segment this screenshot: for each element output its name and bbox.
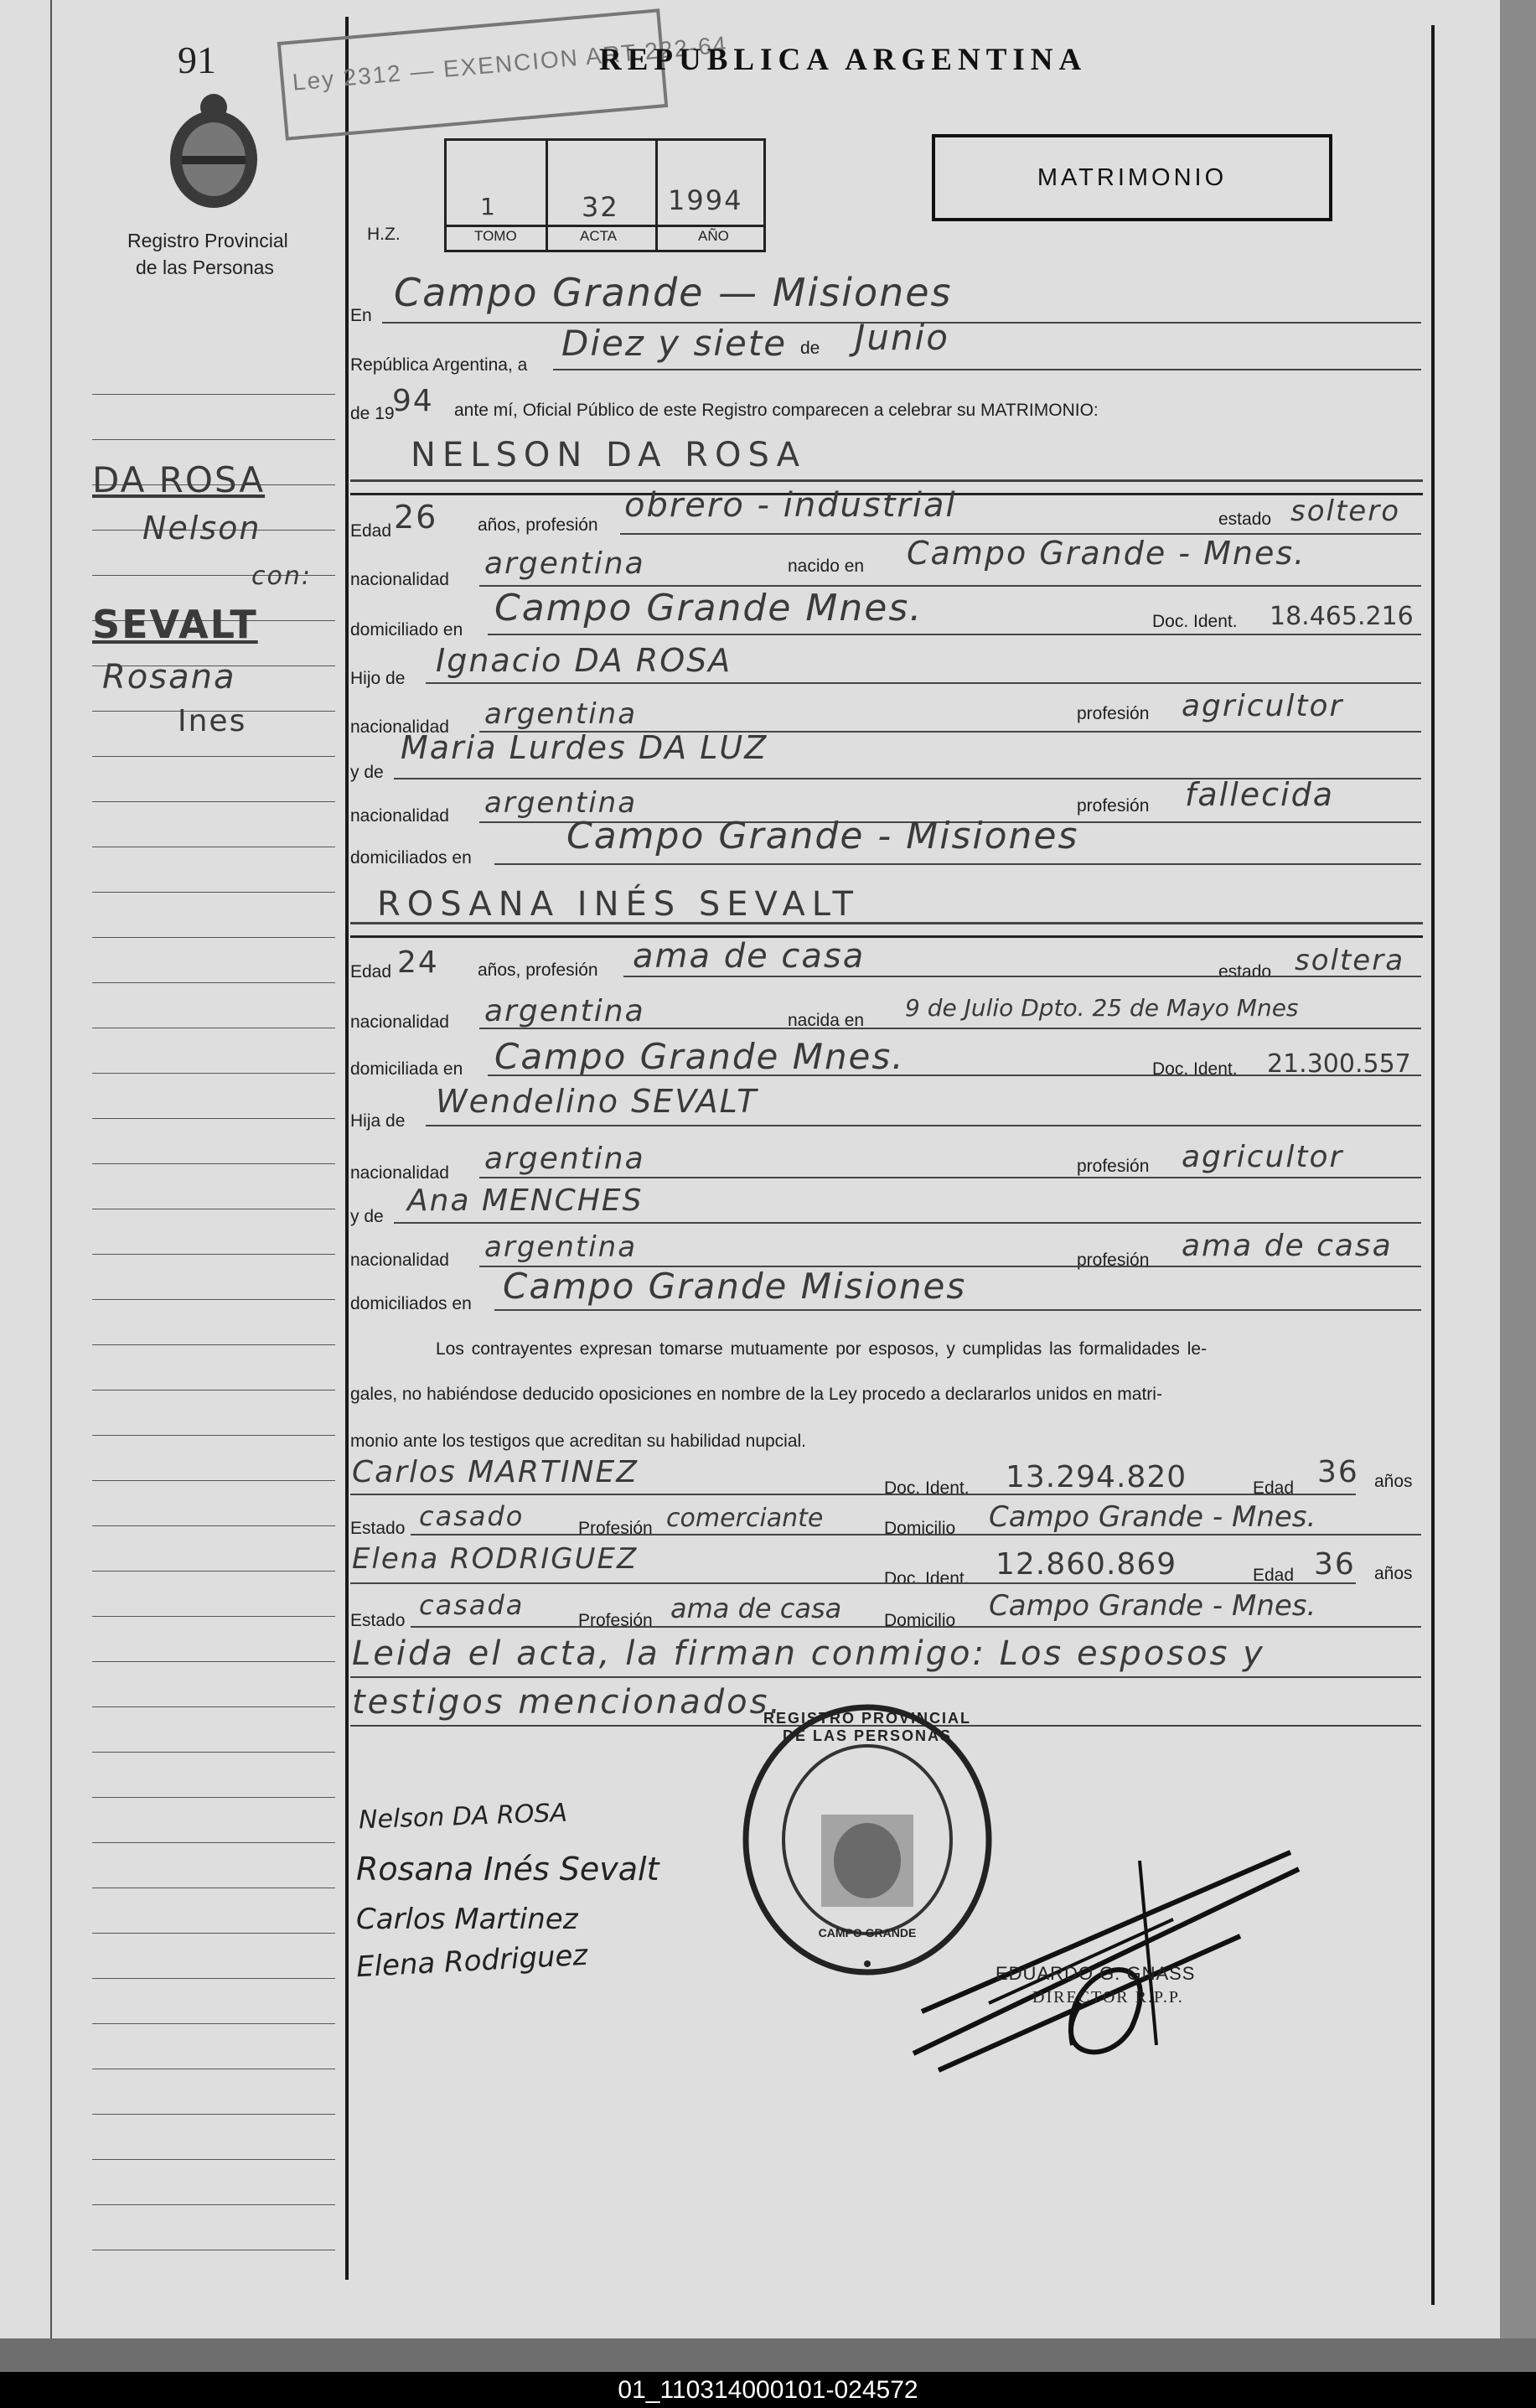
- bride-estado-label: estado: [1218, 962, 1272, 981]
- bride-hija-label: Hija de: [350, 1111, 406, 1131]
- tomo-label: TOMO: [474, 228, 517, 244]
- margin-bride-name1: Rosana: [102, 658, 236, 697]
- margin-ruled-line: [92, 801, 335, 802]
- groom-padre-prof-label: profesión: [1077, 704, 1150, 723]
- officer-name: EDUARDO G. GNASS: [996, 1963, 1196, 1984]
- groom-madre-prof: fallecida: [1185, 776, 1335, 813]
- witness1-edad-label: Edad: [1253, 1478, 1295, 1498]
- margin-ruled-line: [92, 1978, 335, 1979]
- groom-nacido: Campo Grande - Mnes.: [907, 535, 1306, 572]
- bride-full-name: ROSANA INÉS SEVALT: [377, 885, 860, 924]
- witness1-estado-label: Estado: [350, 1519, 406, 1538]
- margin-ruled-line: [92, 1842, 335, 1843]
- margin-ruled-line: [92, 1118, 335, 1119]
- margin-ruled-line: [92, 2023, 335, 2024]
- groom-dom-padres-label: domiciliados en: [350, 848, 472, 867]
- page-number: 91: [178, 39, 216, 81]
- margin-ruled-line: [92, 756, 335, 757]
- bride-edad: 24: [397, 945, 439, 980]
- left-margin-rule: [50, 0, 52, 2338]
- bride-edad-label: Edad: [350, 962, 392, 981]
- bride-madre-prof: ama de casa: [1182, 1229, 1393, 1263]
- marriage-day: Diez y siete: [561, 323, 788, 364]
- margin-ruled-line: [92, 1616, 335, 1617]
- center-column-rule: [345, 17, 349, 2280]
- bride-padre-prof-label: profesión: [1077, 1157, 1150, 1176]
- marriage-place: Campo Grande — Misiones: [394, 270, 953, 315]
- margin-bride-name2: Ines: [178, 704, 247, 738]
- witness1-dom-label: Domicilio: [884, 1519, 956, 1538]
- groom-dom-padres: Campo Grande - Misiones: [566, 815, 1079, 857]
- margin-ruled-line: [92, 1752, 335, 1753]
- tomo-value: 1: [480, 193, 497, 220]
- country-title: REPUBLICA ARGENTINA: [599, 43, 1088, 77]
- margin-ruled-line: [92, 1073, 335, 1074]
- bride-domicilio: Campo Grande Mnes.: [494, 1036, 905, 1077]
- acta-label: ACTA: [580, 228, 618, 244]
- witness1-doc-label: Doc. Ident.: [884, 1478, 970, 1498]
- intro-text: ante mí, Oficial Público de este Registro comparecen a celebrar su MATRIMONIO:: [454, 401, 1099, 420]
- bride-profesion: ama de casa: [633, 937, 866, 976]
- ano-cell: [658, 141, 763, 250]
- bride-madre: Ana MENCHES: [407, 1183, 644, 1218]
- bride-madre-nac: argentina: [484, 1230, 638, 1264]
- margin-ruled-line: [92, 1344, 335, 1345]
- margin-ruled-line: [92, 1661, 335, 1662]
- groom-padre-prof: agricultor: [1182, 689, 1344, 723]
- bride-padre-nac: argentina: [484, 1142, 645, 1176]
- witness2-name: Elena RODRIGUEZ: [352, 1542, 639, 1576]
- witness2-anos: años: [1374, 1564, 1413, 1583]
- declaration-line3: monio ante los testigos que acreditan su habilidad nupcial.: [350, 1432, 807, 1451]
- groom-nacido-label: nacido en: [788, 557, 865, 576]
- closing-line1: Leida el acta, la firman conmigo: Los esposos y: [352, 1634, 1265, 1673]
- bride-dom-padres-label: domiciliados en: [350, 1294, 472, 1313]
- margin-ruled-line: [92, 1797, 335, 1798]
- groom-estado: soltero: [1290, 495, 1400, 528]
- book-spine-edge: [1500, 0, 1536, 2372]
- margin-ruled-line: [92, 1163, 335, 1164]
- groom-signature: Nelson DA ROSA: [358, 1798, 568, 1836]
- groom-nacionalidad: argentina: [484, 546, 645, 581]
- margin-groom-surname: DA ROSA: [92, 459, 266, 500]
- witness2-estado: casada: [419, 1589, 525, 1621]
- ano-value: 1994: [668, 184, 743, 216]
- margin-ruled-line: [92, 439, 335, 440]
- witness2-profesion: ama de casa: [670, 1592, 842, 1624]
- margin-ruled-line: [92, 1254, 335, 1255]
- margin-ruled-line: [92, 1525, 335, 1526]
- registry-name-line1: Registro Provincial: [127, 230, 288, 251]
- seal-text: REGISTRO PROVINCIAL DE LAS PERSONAS: [763, 1710, 971, 1744]
- registry-name-line2: de las Personas: [136, 256, 274, 278]
- groom-profesion: obrero - industrial: [624, 486, 957, 525]
- margin-groom-name: Nelson: [142, 510, 261, 546]
- groom-padre-nac: argentina: [484, 697, 638, 731]
- year-suffix: 94: [392, 384, 434, 418]
- witness1-signature: Carlos Martinez: [356, 1903, 578, 1936]
- margin-ruled-line: [92, 1933, 335, 1934]
- hz-label: H.Z.: [367, 225, 401, 244]
- margin-ruled-line: [92, 2204, 335, 2205]
- en-label: En: [350, 306, 372, 325]
- margin-bride-surname: SEVALT: [92, 602, 258, 647]
- witness2-estado-label: Estado: [350, 1611, 406, 1630]
- margin-ruled-line: [92, 982, 335, 983]
- witness2-edad-label: Edad: [1253, 1566, 1295, 1585]
- book-bottom-edge: [0, 2338, 1536, 2372]
- margin-ruled-line: [92, 1299, 335, 1300]
- witness2-doc-label: Doc. Ident.: [884, 1569, 970, 1588]
- bride-padre-nac-label: nacionalidad: [350, 1163, 449, 1183]
- groom-nacionalidad-label: nacionalidad: [350, 570, 449, 589]
- declaration-line2: gales, no habiéndose deducido oposiciones en nombre de la Ley procedo a declararlos unidos en matri-: [350, 1385, 1162, 1404]
- groom-madre-nac: argentina: [484, 786, 638, 820]
- margin-ruled-line: [92, 1706, 335, 1707]
- bride-estado: soltera: [1295, 944, 1405, 977]
- groom-madre-prof-label: profesión: [1077, 796, 1150, 816]
- witness1-edad: 36: [1317, 1455, 1359, 1489]
- exemption-stamp-text: Ley 2312 — EXENCION ART 222-64: [291, 31, 729, 96]
- witness2-domicilio: Campo Grande - Mnes.: [989, 1589, 1316, 1623]
- witness1-profesion: comerciante: [666, 1504, 824, 1533]
- closing-line2: testigos mencionados.: [352, 1683, 784, 1722]
- bride-madre-nac-label: nacionalidad: [350, 1251, 449, 1270]
- bride-nacionalidad-label: nacionalidad: [350, 1012, 449, 1032]
- margin-ruled-line: [92, 1435, 335, 1436]
- bride-anos-profesion: años, profesión: [478, 961, 598, 980]
- groom-madre: Maria Lurdes DA LUZ: [401, 729, 768, 766]
- bride-padre: Wendelino SEVALT: [436, 1083, 758, 1120]
- bride-madre-prof-label: profesión: [1077, 1251, 1150, 1270]
- groom-hijo-label: Hijo de: [350, 669, 406, 688]
- witness1-anos: años: [1374, 1472, 1413, 1491]
- groom-anos-profesion: años, profesión: [478, 515, 598, 535]
- groom-madre-nac-label: nacionalidad: [350, 806, 449, 826]
- witness2-signature: Elena Rodriguez: [355, 1938, 589, 1985]
- groom-padre-nac-label: nacionalidad: [350, 717, 449, 737]
- groom-domicilio-label: domiciliado en: [350, 620, 463, 640]
- witness2-prof-label: Profesión: [578, 1611, 653, 1630]
- margin-ruled-line: [92, 937, 335, 938]
- document-type-box: [932, 134, 1332, 221]
- witness1-prof-label: Profesión: [578, 1519, 653, 1538]
- bride-signature: Rosana Inés Sevalt: [356, 1851, 659, 1888]
- margin-ruled-line: [92, 1571, 335, 1572]
- de-label: de: [800, 339, 820, 358]
- bride-doc: 21.300.557: [1267, 1049, 1411, 1079]
- tomo-cell: [447, 141, 548, 250]
- witness1-doc: 13.294.820: [1006, 1460, 1187, 1494]
- officer-title: DIRECTOR R.P.P.: [1032, 1988, 1184, 2007]
- right-column-rule: [1431, 25, 1435, 2305]
- bride-nacida: 9 de Julio Dpto. 25 de Mayo Mnes: [905, 994, 1299, 1022]
- groom-padre: Ignacio DA ROSA: [436, 642, 732, 679]
- bride-doc-label: Doc. Ident.: [1152, 1059, 1238, 1079]
- bride-padre-prof: agricultor: [1182, 1140, 1344, 1174]
- groom-edad-label: Edad: [350, 521, 392, 541]
- bride-dom-padres: Campo Grande Misiones: [503, 1266, 967, 1307]
- groom-edad: 26: [394, 499, 438, 536]
- margin-con: con:: [251, 562, 312, 591]
- ano-label: AÑO: [698, 228, 729, 244]
- record-reference-box: [444, 138, 766, 252]
- image-id-caption: 01_110314000101-024572: [0, 2372, 1536, 2408]
- groom-domicilio: Campo Grande Mnes.: [494, 587, 923, 629]
- bride-domicilio-label: domiciliada en: [350, 1059, 463, 1079]
- margin-ruled-line: [92, 2159, 335, 2160]
- margin-ruled-line: [92, 1480, 335, 1481]
- bride-y-de-label: y de: [350, 1207, 384, 1226]
- margin-ruled-line: [92, 2114, 335, 2115]
- witness1-estado: casado: [419, 1500, 525, 1532]
- bride-nacionalidad: argentina: [484, 994, 645, 1028]
- groom-estado-label: estado: [1218, 510, 1272, 529]
- seal-inner-text: CAMPO GRANDE: [818, 1926, 917, 1939]
- groom-doc-label: Doc. Ident.: [1152, 612, 1238, 631]
- acta-value: 32: [582, 191, 619, 223]
- witness1-name: Carlos MARTINEZ: [352, 1455, 639, 1489]
- margin-ruled-line: [92, 394, 335, 395]
- witness1-domicilio: Campo Grande - Mnes.: [989, 1500, 1316, 1534]
- republica-label: República Argentina, a: [350, 355, 528, 375]
- groom-full-name: NELSON DA ROSA: [411, 436, 806, 474]
- marriage-month: Junio: [855, 317, 949, 358]
- witness2-edad: 36: [1314, 1547, 1356, 1582]
- margin-ruled-line: [92, 892, 335, 893]
- document-type-title: MATRIMONIO: [1037, 164, 1228, 191]
- bride-nacida-label: nacida en: [788, 1011, 865, 1030]
- year-prefix: de 19: [350, 404, 395, 423]
- declaration-line1: Los contrayentes expresan tomarse mutuamente por esposos, y cumplidas las formalidades le-: [436, 1339, 1208, 1359]
- witness2-dom-label: Domicilio: [884, 1611, 956, 1630]
- acta-cell: [548, 141, 658, 250]
- coat-of-arms-icon: [163, 91, 264, 220]
- groom-y-de-label: y de: [350, 763, 384, 782]
- groom-doc: 18.465.216: [1270, 602, 1414, 631]
- witness2-doc: 12.860.869: [996, 1547, 1177, 1582]
